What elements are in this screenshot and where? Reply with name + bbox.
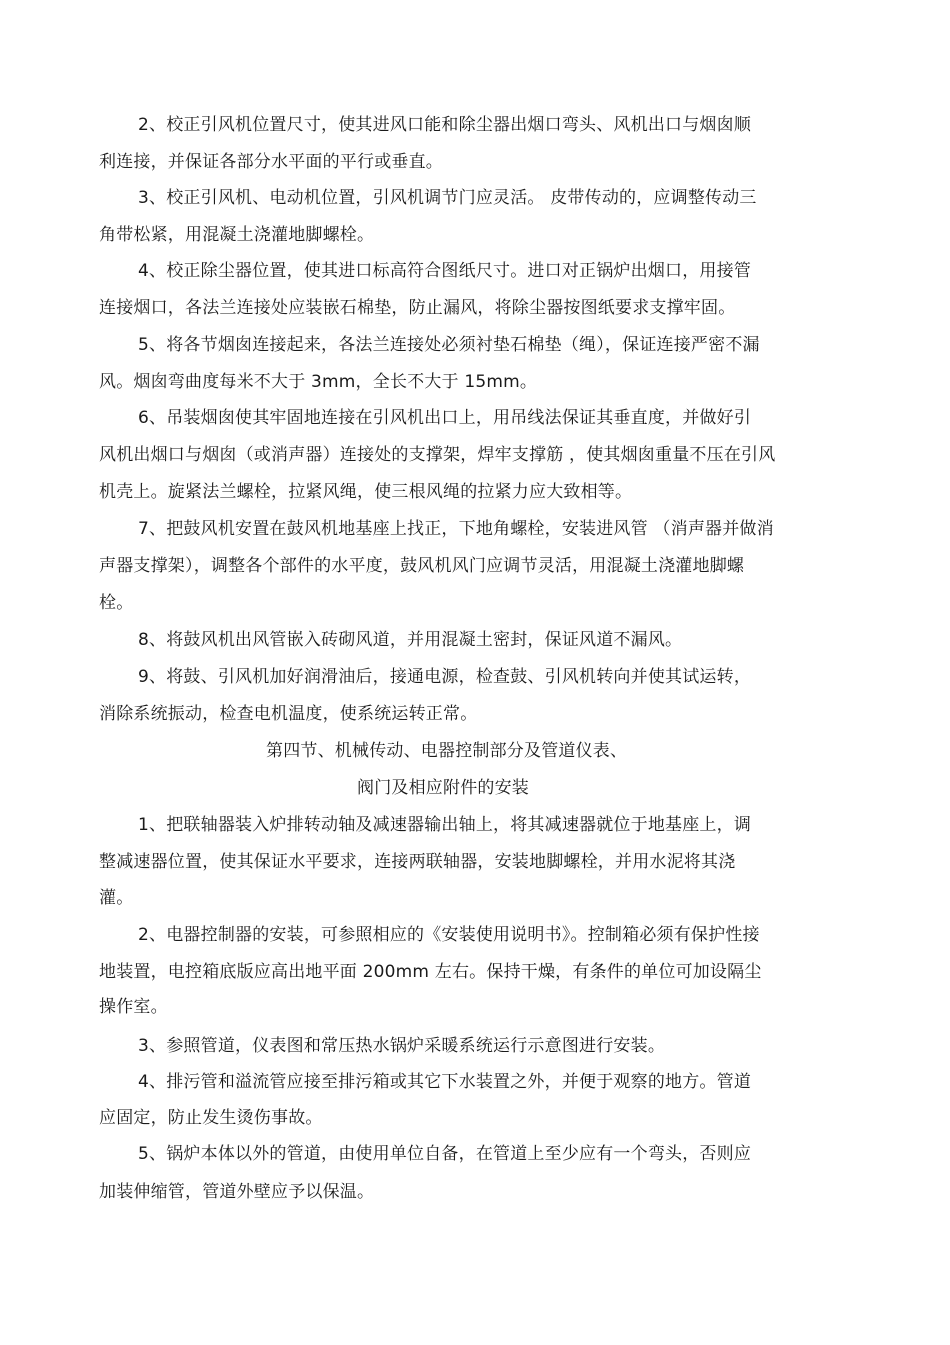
text-line: 利连接，并保证各部分水平面的平行或垂直。: [99, 152, 443, 172]
text-line: 9、将鼓、引风机加好润滑油后，接通电源，检查鼓、引风机转向并使其试运转，: [138, 667, 752, 687]
text-line: 角带松紧，用混凝土浇灌地脚螺栓。: [99, 225, 375, 245]
text-line: 2、电器控制器的安装，可参照相应的《安装使用说明书》。控制箱必须有保护性接: [138, 925, 760, 945]
text-line: 机壳上。旋紧法兰螺栓，拉紧风绳，使三根风绳的拉紧力应大致相等。: [99, 482, 633, 502]
text-line: 3、校正引风机、电动机位置，引风机调节门应灵活。 皮带传动的，应调整传动三: [138, 188, 757, 208]
text-line: 风机出烟口与烟囱（或消声器）连接处的支撑架，焊牢支撑筋 ，使其烟囱重量不压在引风: [99, 445, 776, 465]
text-line: 1、把联轴器装入炉排转动轴及减速器输出轴上，将其减速器就位于地基座上，调: [138, 815, 752, 835]
text-line: 整减速器位置，使其保证水平要求，连接两联轴器，安装地脚螺栓，并用水泥将其浇: [99, 852, 736, 872]
text-line: 应固定，防止发生烫伤事故。: [99, 1108, 323, 1128]
section-heading: 第四节、机械传动、电器控制部分及管道仪表、: [266, 741, 628, 761]
section-heading: 阀门及相应附件的安装: [357, 778, 529, 798]
text-line: 2、校正引风机位置尺寸，使其进风口能和除尘器出烟口弯头、风机出口与烟囱顺: [138, 115, 752, 135]
text-line: 栓。: [99, 593, 134, 613]
text-line: 4、排污管和溢流管应接至排污箱或其它下水装置之外，并便于观察的地方。管道: [138, 1072, 752, 1092]
text-line: 7、把鼓风机安置在鼓风机地基座上找正，下地角螺栓，安装进风管 （消声器并做消: [138, 519, 774, 539]
text-line: 地装置，电控箱底版应高出地平面 200mm 左右。保持干燥，有条件的单位可加设隔尘: [99, 962, 762, 982]
text-line: 5、锅炉本体以外的管道，由使用单位自备，在管道上至少应有一个弯头，否则应: [138, 1144, 752, 1164]
text-line: 3、参照管道，仪表图和常压热水锅炉采暖系统运行示意图进行安装。: [138, 1036, 666, 1056]
text-line: 风。烟囱弯曲度每米不大于 3mm，全长不大于 15mm。: [99, 372, 538, 392]
text-line: 灌。: [99, 888, 134, 908]
text-line: 操作室。: [99, 997, 168, 1017]
text-line: 5、将各节烟囱连接起来，各法兰连接处必须衬垫石棉垫（绳），保证连接严密不漏: [138, 335, 760, 355]
text-line: 连接烟口，各法兰连接处应装嵌石棉垫，防止漏风，将除尘器按图纸要求支撑牢固。: [99, 298, 736, 318]
text-line: 消除系统振动，检查电机温度，使系统运转正常。: [99, 704, 478, 724]
text-line: 加装伸缩管，管道外壁应予以保温。: [99, 1182, 375, 1202]
text-line: 8、将鼓风机出风管嵌入砖砌风道，并用混凝土密封，保证风道不漏风。: [138, 630, 683, 650]
text-line: 4、校正除尘器位置，使其进口标高符合图纸尺寸。进口对正锅炉出烟口，用接管: [138, 261, 752, 281]
text-line: 6、吊装烟囱使其牢固地连接在引风机出口上，用吊线法保证其垂直度，并做好引: [138, 408, 752, 428]
text-line: 声器支撑架），调整各个部件的水平度，鼓风机风门应调节灵活，用混凝土浇灌地脚螺: [99, 556, 745, 576]
